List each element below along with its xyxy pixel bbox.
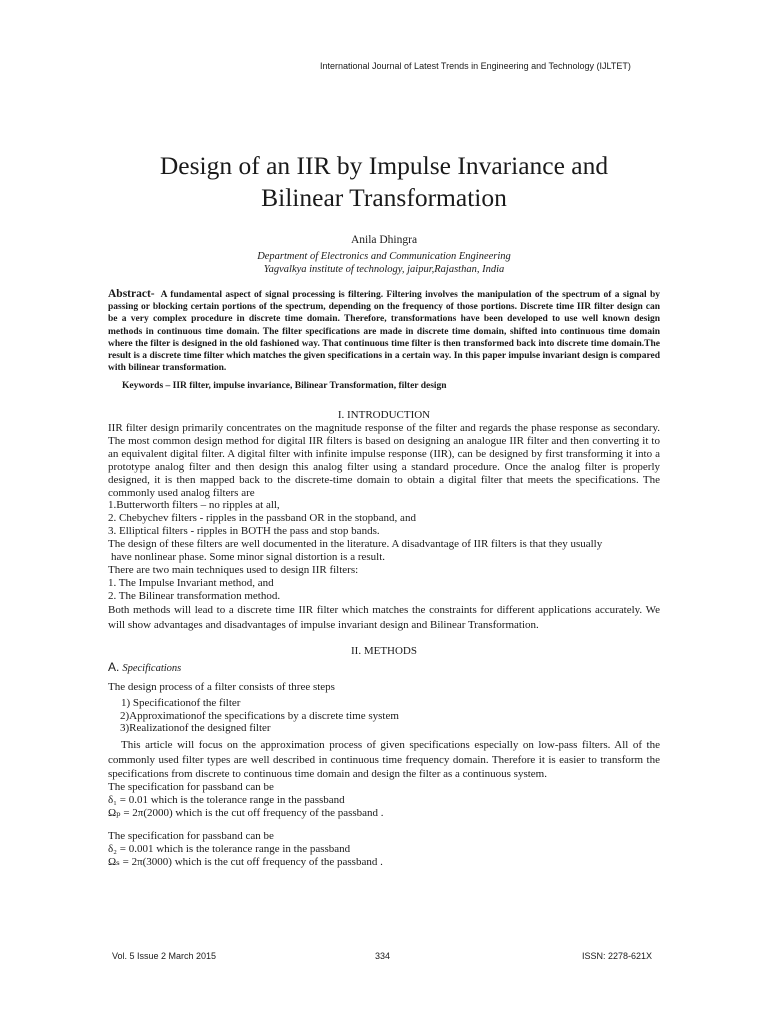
- technique-item: 2. The Bilinear transformation method.: [108, 589, 281, 602]
- author-name: Anila Dhingra: [350, 234, 418, 246]
- abstract-label: Abstract-: [108, 288, 155, 300]
- abstract: [108, 288, 660, 374]
- title-line-2: Bilinear Transformation: [261, 183, 507, 212]
- keywords: Keywords – IIR filter, impulse invariance, Bilinear Transformation, filter design: [122, 381, 447, 391]
- design-step: 1) Specificationof the filter: [121, 697, 241, 709]
- analog-filter-item: 1.Butterworth filters – no ripples at all,: [108, 499, 280, 512]
- intro-section: [108, 422, 660, 633]
- spec-line: δ₁ = 0.01 which is the tolerance range in the passband: [108, 793, 345, 806]
- passband-spec-2: [108, 830, 383, 869]
- section-heading-methods: II. METHODS: [351, 645, 417, 657]
- intro-paragraph-1: IIR filter design primarily concentrates on the magnitude response of the filter and regards the phase response as secondary. The most common design method for digital IIR filters is based on designing an analogue IIR filter and then converting it to an equivalent digital filter. A digital filter with infinite impulse response (IIR), can be designed by first transforming it into a prototype analog filter and then design this analog filter using a standard procedure. Once the analog filter is properly designed, it is then mapped back to the discrete-time domain to obtain a digital filter that meets the specifications. The commonly used analog filters are: [108, 422, 660, 499]
- spec-line: The specification for passband can be: [108, 781, 274, 793]
- intro-paragraph-2-line: The design of these filters are well documented in the literature. A disadvantage of IIR filters is that they usually: [108, 538, 603, 551]
- analog-filter-item: 2. Chebychev filters - ripples in the passband OR in the stopband, and: [108, 512, 416, 525]
- design-steps: [120, 697, 399, 735]
- design-step: 2)Approximationof the specifications by a discrete time system: [120, 709, 399, 722]
- methods-intro: The design process of a filter consists of three steps: [108, 681, 335, 693]
- subsection-title: Specifications: [122, 663, 182, 674]
- intro-paragraph-2-line: have nonlinear phase. Some minor signal distortion is a result.: [111, 551, 386, 564]
- abstract-text: A fundamental aspect of signal processing is filtering. Filtering involves the manipulation of the spectrum of a signal by passing or blocking certain portions of the spectrum, depending on the frequency of those portions. Discrete time IIR filter design can be a very complex procedure in discrete time domain. Therefore, transformations have been developed to use well known design methods in continuous time domain. The filter specifications are made in discrete time domain, shifted into continuous time domain where the filter is designed in the old fashioned way. That continuous time filter is then transformed back into discrete time domain.The result is a discrete time filter which matches the given specifications in a certain way. In this paper impulse invariant design is compared with bilinear transformation.: [108, 290, 660, 374]
- title-line-1: Design of an IIR by Impulse Invariance and: [159, 151, 609, 180]
- technique-item: 1. The Impulse Invariant method, and: [108, 576, 274, 589]
- section-heading-introduction: I. INTRODUCTION: [337, 409, 431, 421]
- footer-page-number: 334: [375, 951, 391, 961]
- design-step: 3)Realizationof the designed filter: [120, 722, 271, 734]
- spec-line: The specification for passband can be: [108, 830, 274, 842]
- subsection-specifications: [108, 660, 181, 674]
- paper-title: [80, 150, 688, 214]
- footer-issn: ISSN: 2278-621X: [582, 951, 653, 961]
- intro-paragraph-3: Both methods will lead to a discrete time IIR filter which matches the constraints for different applications accurately. We will show advantages and disadvantages of impulse invariant design and Bilinear Transformation.: [108, 603, 660, 631]
- spec-line: δ₂ = 0.001 which is the tolerance range in the passband: [108, 842, 351, 855]
- spec-line: Ωₛ = 2π(3000) which is the cut off frequency of the passband .: [108, 855, 383, 868]
- spec-line: Ωₚ = 2π(2000) which is the cut off frequency of the passband .: [108, 806, 384, 819]
- methods-paragraph: This article will focus on the approximation process of given specifications especially on low-pass filters. All of the commonly used filter types are well described in continuous time frequency domain. Therefore it is easier to transform the specifications from discrete to continuous time domain and design the filter as a continuous system.: [108, 739, 660, 780]
- journal-header: International Journal of Latest Trends in Engineering and Technology (IJLTET): [320, 61, 631, 71]
- intro-paragraph-2-line: There are two main techniques used to design IIR filters:: [108, 563, 359, 576]
- subsection-letter: A.: [108, 660, 120, 674]
- author-institute: Yagvalkya institute of technology, jaipur,Rajasthan, India: [263, 264, 505, 275]
- analog-filter-item: 3. Elliptical filters - ripples in BOTH the pass and stop bands.: [108, 525, 380, 538]
- footer-volume: Vol. 5 Issue 2 March 2015: [112, 951, 217, 961]
- passband-spec-1: [108, 781, 384, 820]
- author-department: Department of Electronics and Communication Engineering: [257, 251, 511, 262]
